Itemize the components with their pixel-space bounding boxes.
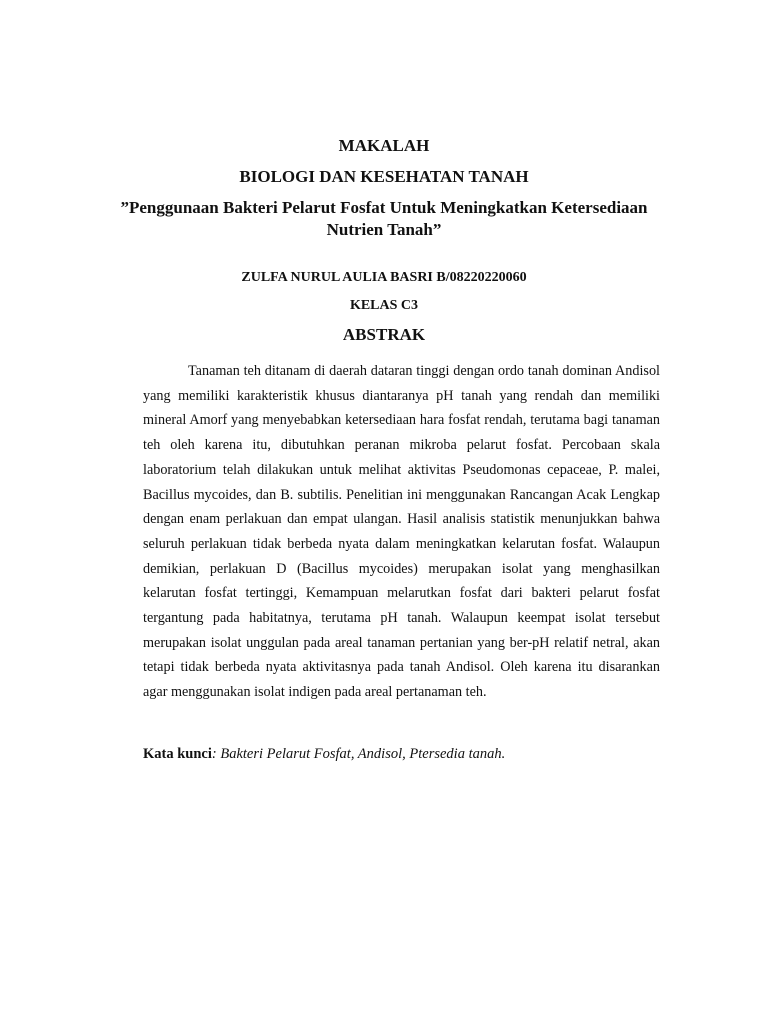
class-line: KELAS C3 (349, 298, 419, 313)
keywords-values: : Bakteri Pelarut Fosfat, Andisol, Ptersedia tanah. (211, 746, 506, 762)
abstract-heading: ABSTRAK (342, 325, 426, 344)
author-line: ZULFA NURUL AULIA BASRI B/08220220060 (241, 270, 527, 285)
paper-subtitle: ”Penggunaan Bakteri Pelarut Fosfat Untuk Meningkatkan Ketersediaan Nutrien Tanah” (120, 198, 648, 239)
keywords-line (143, 746, 660, 763)
title-course: BIOLOGI DAN KESEHATAN TANAH (239, 167, 529, 186)
abstract-paragraph: Tanaman teh ditanam di daerah dataran tinggi dengan ordo tanah dominan Andisol yang memiliki karakteristik khusus diantaranya pH tanah yang rendah dan memiliki mineral Amorf yang menyebabkan ketersediaan hara fosfat rendah, terutama bagi tanaman teh oleh karena itu, dibutuhkan peranan mikroba pelarut fosfat. Percobaan skala laboratorium telah dilakukan untuk melihat aktivitas Pseudomonas cepaceae, P. malei, Bacillus mycoides, dan B. subtilis. Penelitian ini menggunakan Rancangan Acak Lengkap dengan enam perlakuan dan empat ulangan. Hasil analisis statistik menunjukkan bahwa seluruh perlakuan tidak berbeda nyata dalam meningkatkan kelarutan fosfat. Walaupun demikian, perlakuan D (Bacillus mycoides) merupakan isolat yang menghasilkan kelarutan fosfat tertinggi, Kemampuan melarutkan fosfat dari bakteri pelarut fosfat tergantung pada habitatnya, terutama pH tanah. Walaupun keempat isolat tersebut merupakan isolat unggulan pada areal tanaman pertanian yang ber-pH relatif netral, akan tetapi tidak berbeda nyata aktivitasnya pada tanah Andisol. Oleh karena itu disarankan agar menggunakan isolat indigen pada areal pertanaman teh. (143, 363, 660, 701)
keywords-label: Kata kunci (143, 746, 212, 762)
title-makalah: MAKALAH (338, 136, 430, 155)
